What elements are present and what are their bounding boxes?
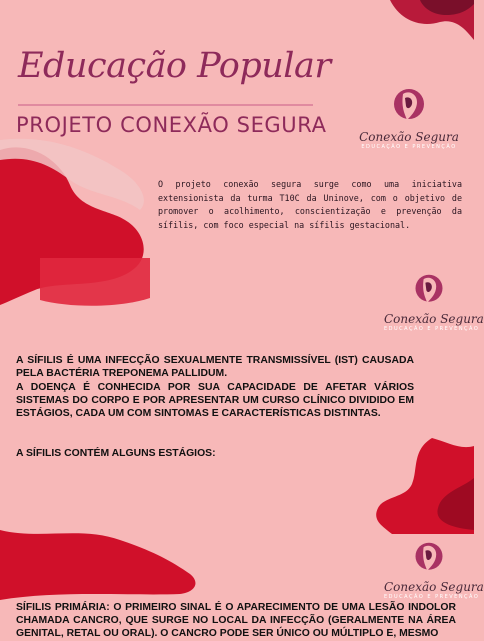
logo-bottom — [384, 540, 484, 600]
logo-tagline: EDUCAÇÃO E PREVENÇÃO — [361, 144, 457, 150]
logo-tagline: EDUCAÇÃO E PREVENÇÃO — [384, 594, 480, 600]
body-paragraph-3: A SÍFILIS CONTÉM ALGUNS ESTÁGIOS: — [16, 448, 216, 459]
logo-middle — [384, 272, 484, 332]
logo-top — [354, 86, 464, 150]
title-divider — [18, 104, 313, 106]
body-paragraph-2: A DOENÇA É CONHECIDA POR SUA CAPACIDADE DE AFETAR VÁRIOS SISTEMAS DO CORPO E POR APRESENTAR UM CURSO CLÍNICO DIVIDIDO EM ESTÁGIOS, CADA UM COM SINTOMAS E CARACTERÍSTICAS DISTINTAS. — [16, 382, 414, 420]
page-subtitle: PROJETO CONEXÃO SEGURA — [16, 113, 327, 137]
logo-name: Conexão Segura — [359, 130, 459, 144]
body-paragraph-4: SÍFILIS PRIMÁRIA: O PRIMEIRO SINAL É O APARECIMENTO DE UMA LESÃO INDOLOR CHAMADA CANCRO, QUE SURGE NO LOCAL DA INFECÇÃO (GERALMENTE NA ÁREA GENITAL, RETAL OU ORAL). O CANCRO PODE SER ÚNICO OU MÚLTIPLO E, MESMO — [16, 602, 456, 640]
woman-silhouette-icon — [389, 86, 429, 126]
body-paragraph-1: A SÍFILIS É UMA INFECÇÃO SEXUALMENTE TRANSMISSÍVEL (IST) CAUSADA PELA BACTÉRIA TREPONEMA PALLIDUM. — [16, 355, 414, 380]
logo-tagline: EDUCAÇÃO E PREVENÇÃO — [384, 326, 480, 332]
woman-silhouette-icon — [411, 540, 447, 576]
woman-silhouette-icon — [411, 272, 447, 308]
logo-name: Conexão Segura — [384, 312, 484, 326]
decorative-blob-bottom-left — [0, 530, 200, 600]
logo-name: Conexão Segura — [384, 580, 484, 594]
decorative-blob-top-right — [360, 0, 474, 80]
page-title: Educação Popular — [18, 46, 331, 86]
intro-paragraph: O projeto conexão segura surge como uma iniciativa extensionista da turma T10C da Uninove, com o objetivo de promover o acolhimento, conscientização e prevenção da sífilis, com foco especial na sífilis gestacional. — [158, 179, 462, 230]
